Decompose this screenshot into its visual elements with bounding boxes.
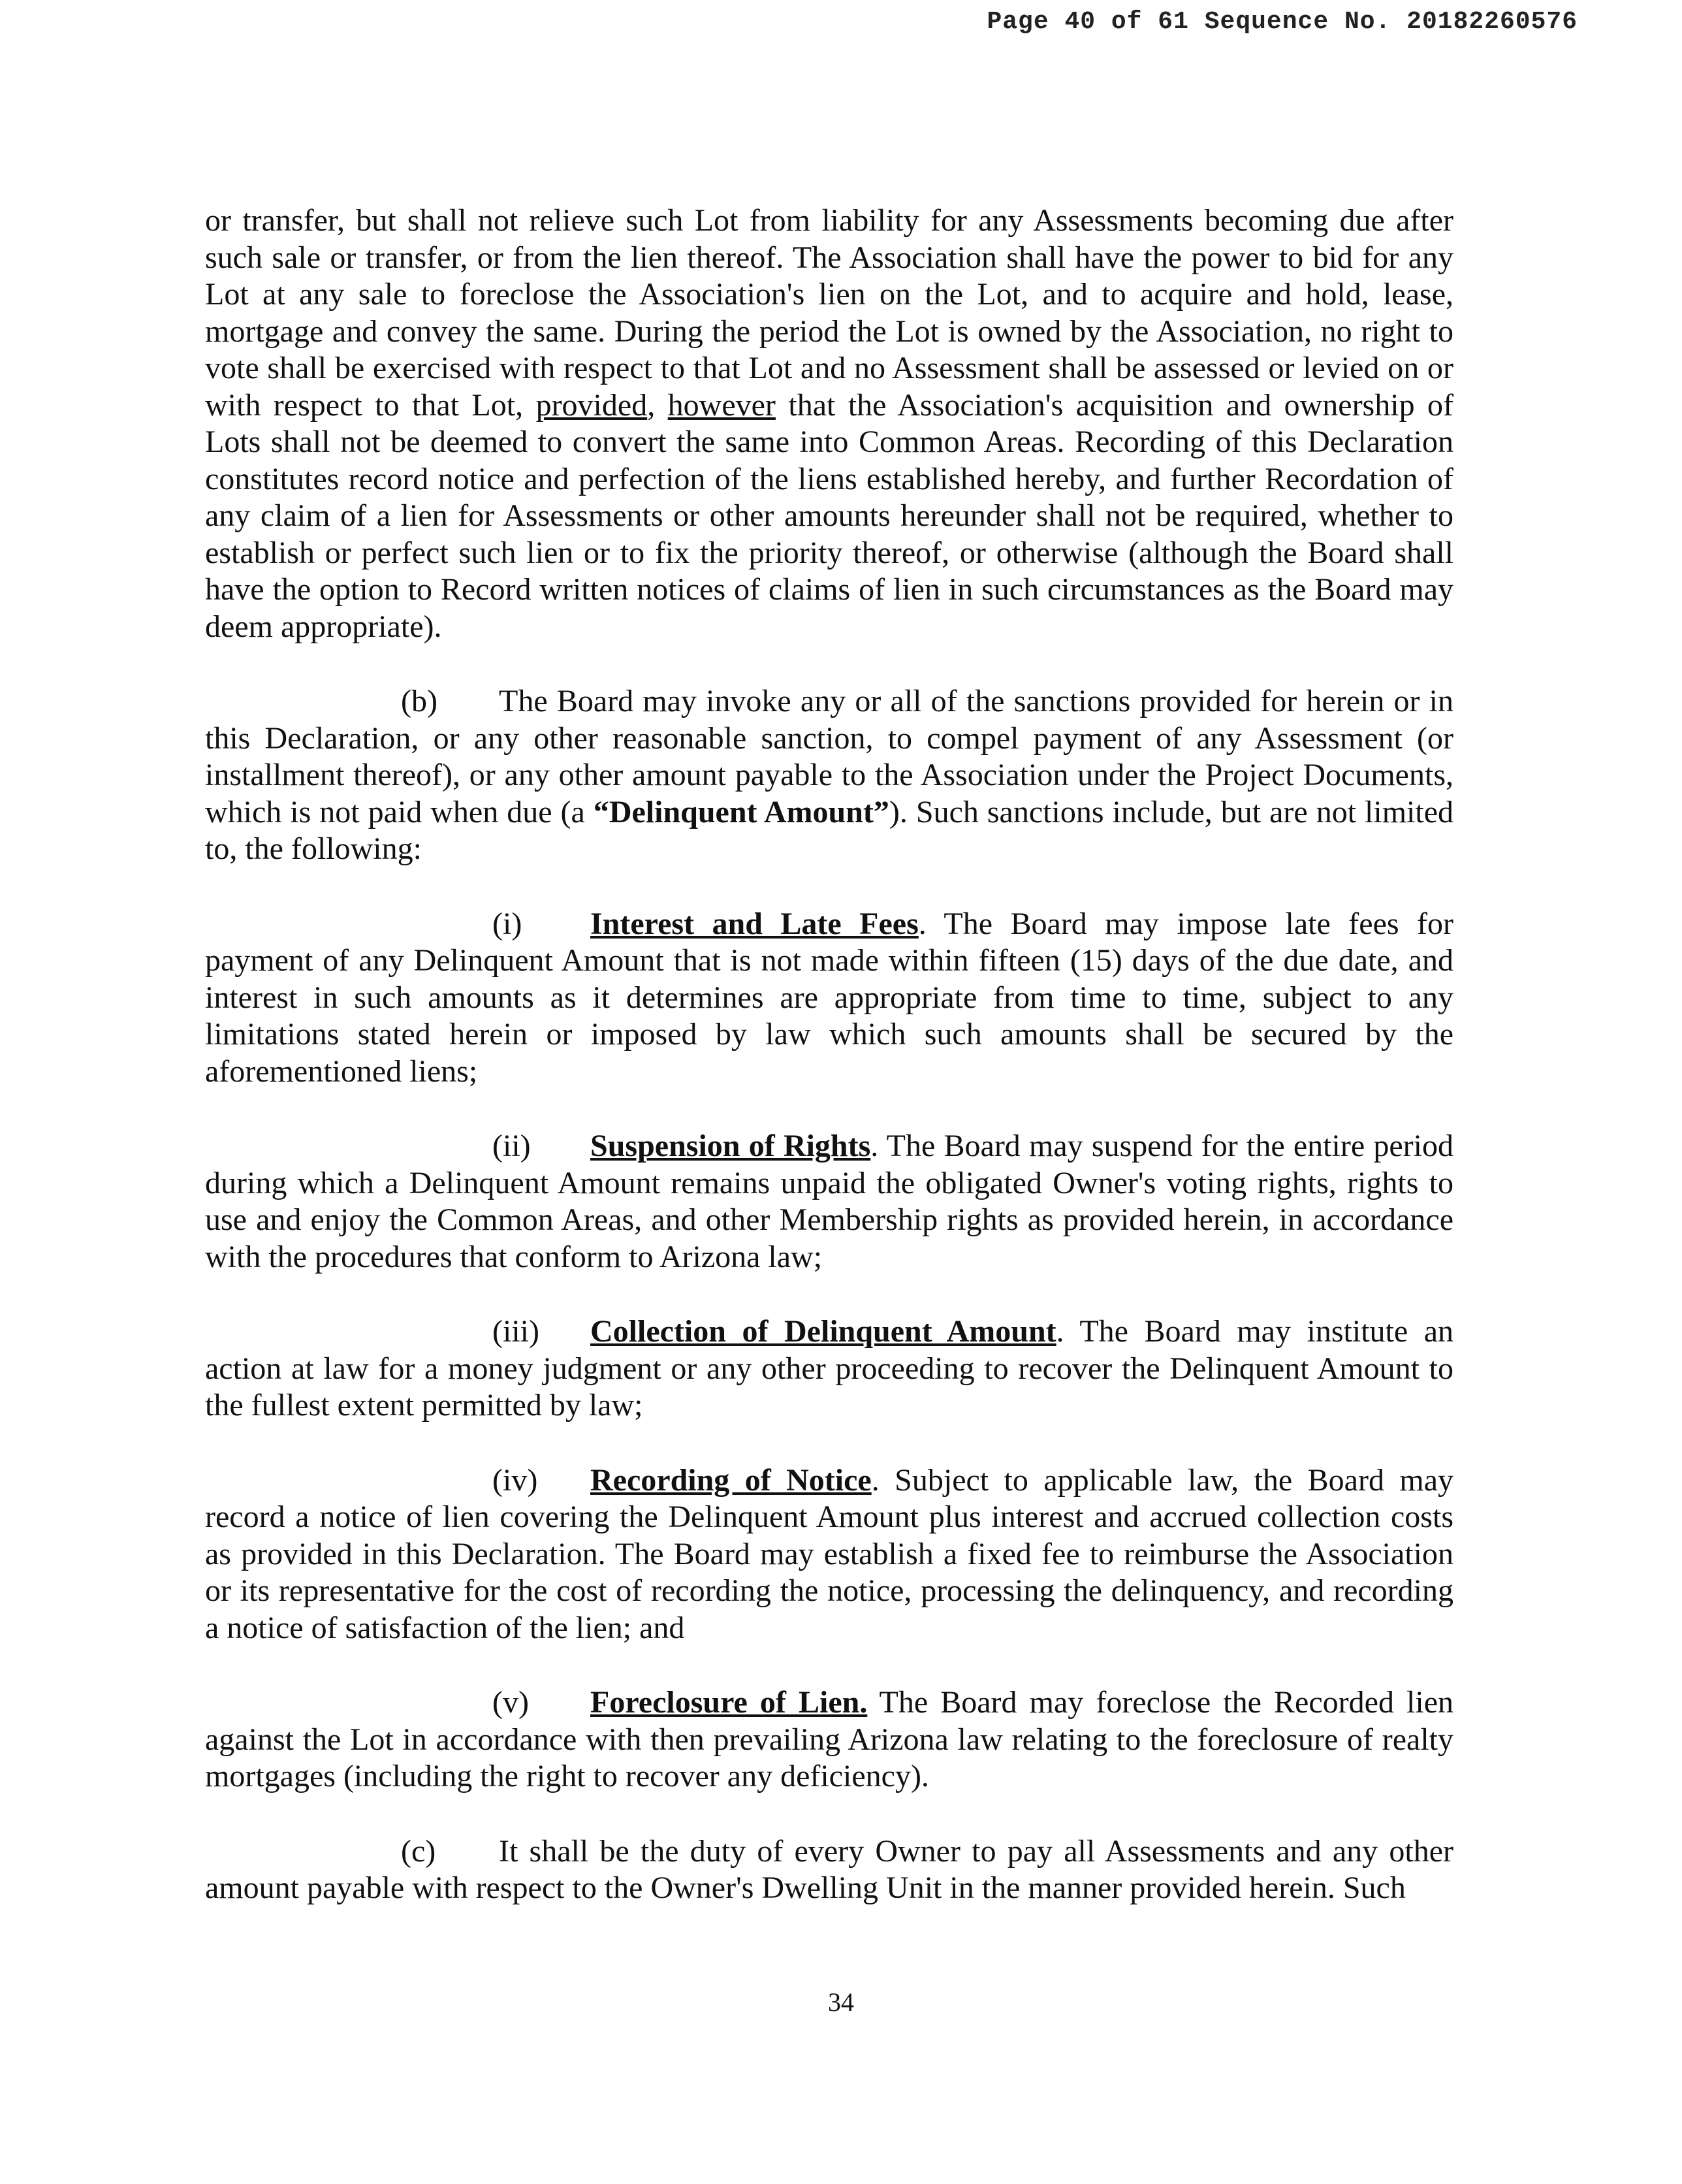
paragraph-continuation (205, 202, 1453, 645)
page-number: 34 (828, 1987, 854, 2017)
section-heading: Collection of Delinquent Amount (590, 1314, 1056, 1349)
text-run: The Board may invoke any or all of the sanctions provided for herein or in this Declaration, or any other reasonable sanction, to compel payment of any Assessment (or installment thereof), or any other amount payable to the Association under the Project Documents, which is not paid when due (a (205, 684, 1453, 829)
underlined-term-provided: provided (535, 387, 648, 423)
text-run: . Subject to applicable law, the Board may record a notice of lien covering the Delinquent Amount plus interest and accrued collection costs as provided in this Declaration. The Board may establish a fixed fee to reimburse the Association or its representative for the cost of recording the notice, processing the delinquency, and recording a notice of satisfaction of the lien; and (205, 1462, 1453, 1645)
paragraph-marker: (c) (401, 1833, 436, 1869)
text-run: that the Association's acquisition and ownership of Lots shall not be deemed to convert the same into Common Areas. Recording of this Declaration constitutes record notice and perfection of the liens established hereby, and further Recordation of any claim of a lien for Assessments or other amounts hereunder shall not be required, whether to establish or perfect such lien or to fix the priority thereof, or otherwise (although the Board shall have the option to Record written notices of claims of lien in such circumstances as the Board may deem appropriate). (205, 387, 1454, 644)
document-stamp: Page 40 of 61 Sequence No. 20182260576 (987, 8, 1578, 36)
paragraph-marker: (iii) (492, 1314, 539, 1349)
text-run: , (647, 387, 668, 423)
text-run: or transfer, but shall not relieve such Lot from liability for any Assessments becoming due after such sale or transfer, or from the lien thereof. The Association shall have the power to bid for any Lot at any sale to foreclose the Association's lien on the Lot, and to acquire and hold, lease, mortgage and convey the same. During the period the Lot is owned by the Association, no right to vote shall be exercised with respect to that Lot and no Assessment shall be assessed or levied on or with respect to that Lot, (205, 203, 1453, 423)
defined-term: “Delinquent Amount” (593, 794, 889, 829)
paragraph-b (205, 683, 1453, 868)
paragraph-v (205, 1684, 1453, 1795)
text-run: . The Board may institute an action at law for a money judgment or any other proceeding to recover the Delinquent Amount to the fullest extent permitted by law; (205, 1314, 1454, 1422)
paragraph-ii (205, 1128, 1453, 1276)
paragraph-c (205, 1833, 1453, 1907)
paragraph-marker: (iv) (492, 1462, 538, 1498)
section-heading: Recording of Notice (590, 1462, 872, 1498)
text-run: ). Such sanctions include, but are not limited to, the following: (205, 794, 1454, 866)
section-heading: Foreclosure of Lien. (590, 1685, 868, 1720)
paragraph-marker: (i) (492, 906, 522, 941)
paragraph-iii (205, 1313, 1453, 1424)
text-run: . The Board may suspend for the entire period during which a Delinquent Amount remains unpaid the obligated Owner's voting rights, rights to use and enjoy the Common Areas, and other Membership rights as provided herein, in accordance with the procedures that conform to Arizona law; (205, 1129, 1453, 1274)
paragraph-iv (205, 1462, 1453, 1647)
section-heading: Interest and Late Fees (590, 906, 919, 941)
paragraph-marker: (b) (401, 684, 437, 718)
underlined-term-however: however (667, 387, 776, 423)
section-heading: Suspension of Rights (590, 1129, 871, 1163)
text-run: . The Board may impose late fees for payment of any Delinquent Amount that is not made within fifteen (15) days of the due date, and interest in such amounts as it determines are appropriate from time to time, subject to any limitations stated herein or imposed by law which such amounts shall be secured by the aforementioned liens; (205, 906, 1453, 1089)
paragraph-marker: (ii) (492, 1129, 531, 1163)
paragraph-i (205, 906, 1453, 1091)
document-body (205, 202, 1453, 1945)
text-run: It shall be the duty of every Owner to pay all Assessments and any other amount payable with respect to the Owner's Dwelling Unit in the manner provided herein. Such (205, 1833, 1453, 1905)
text-run: The Board may foreclose the Recorded lien against the Lot in accordance with then prevailing Arizona law relating to the foreclosure of realty mortgages (including the right to recover any deficiency). (205, 1685, 1453, 1793)
paragraph-marker: (v) (492, 1685, 529, 1720)
